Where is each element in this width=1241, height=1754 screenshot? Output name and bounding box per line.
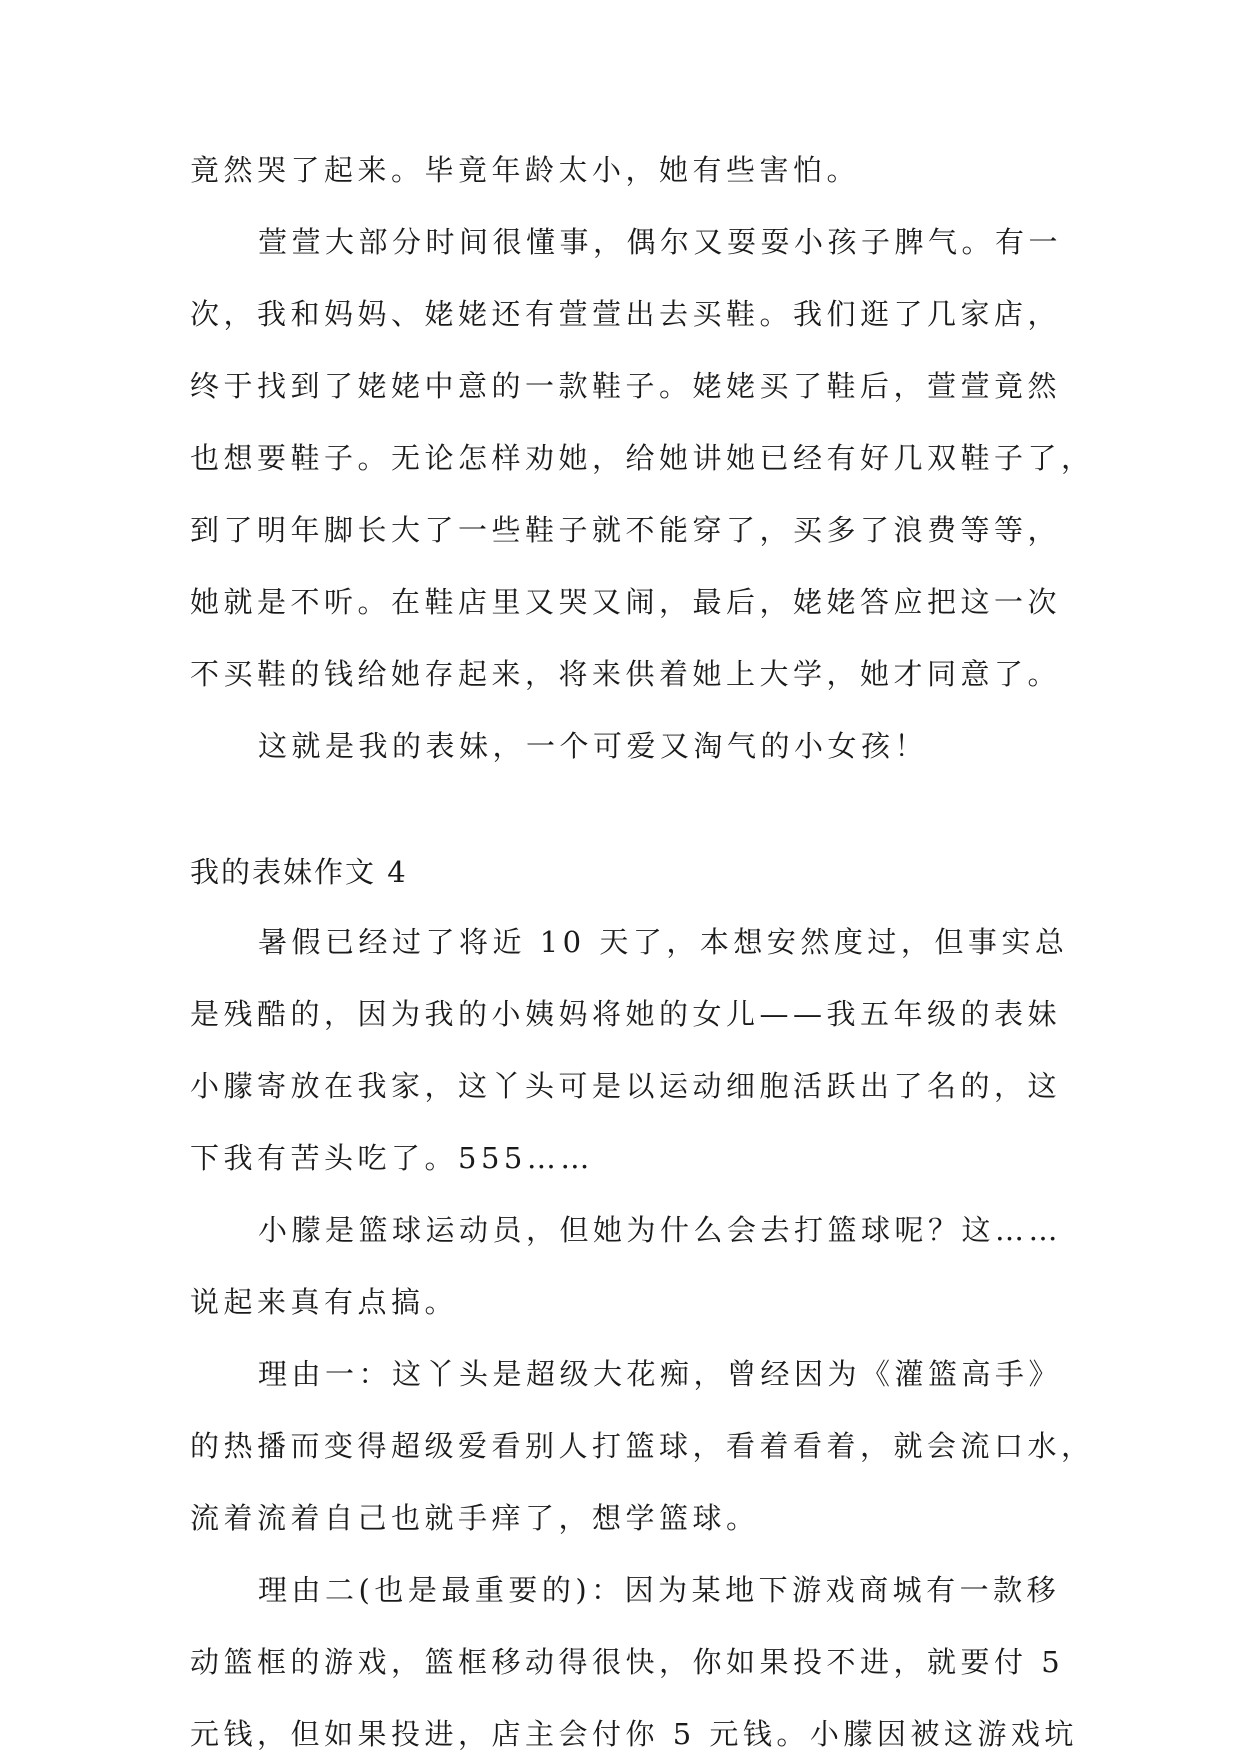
text-line: 次，我和妈妈、姥姥还有萱萱出去买鞋。我们逛了几家店，	[190, 297, 1062, 331]
paragraph-first-line: 理由二(也是最重要的)：因为某地下游戏商城有一款移	[258, 1573, 1061, 1607]
text-line: 流着流着自己也就手痒了，想学篮球。	[190, 1501, 760, 1535]
text-line: 不买鞋的钱给她存起来，将来供着她上大学，她才同意了。	[190, 657, 1062, 691]
text-line: 的热播而变得超级爱看别人打篮球，看着看着，就会流口水，	[190, 1429, 1095, 1463]
paragraph-first-line: 这就是我的表妹，一个可爱又淘气的小女孩！	[258, 729, 929, 763]
text-line: 终于找到了姥姥中意的一款鞋子。姥姥买了鞋后，萱萱竟然	[190, 369, 1062, 403]
text-line: 说起来真有点搞。	[190, 1285, 459, 1319]
text-line: 动篮框的游戏，篮框移动得很快，你如果投不进，就要付 5	[190, 1645, 1065, 1679]
text-line: 她就是不听。在鞋店里又哭又闹，最后，姥姥答应把这一次	[190, 585, 1062, 619]
paragraph-first-line: 暑假已经过了将近 10 天了，本想安然度过，但事实总	[258, 925, 1069, 959]
text-line: 元钱，但如果投进，店主会付你 5 元钱。小朦因被这游戏坑	[190, 1717, 1078, 1751]
text-line: 下我有苦头吃了。555……	[190, 1141, 594, 1175]
paragraph-first-line: 萱萱大部分时间很懂事，偶尔又耍耍小孩子脾气。有一	[258, 225, 1063, 259]
text-line: 小朦寄放在我家，这丫头可是以运动细胞活跃出了名的，这	[190, 1069, 1062, 1103]
text-line: 是残酷的，因为我的小姨妈将她的女儿——我五年级的表妹	[190, 997, 1062, 1031]
paragraph-first-line: 小朦是篮球运动员，但她为什么会去打篮球呢？这……	[258, 1213, 1063, 1247]
text-line: 到了明年脚长大了一些鞋子就不能穿了，买多了浪费等等，	[190, 513, 1062, 547]
text-line: 也想要鞋子。无论怎样劝她，给她讲她已经有好几双鞋子了，	[190, 441, 1095, 475]
section-heading: 我的表妹作文 4	[190, 855, 408, 889]
text-line: 竟然哭了起来。毕竟年龄太小，她有些害怕。	[190, 153, 861, 187]
paragraph-first-line: 理由一：这丫头是超级大花痴，曾经因为《灌篮高手》	[258, 1357, 1063, 1391]
